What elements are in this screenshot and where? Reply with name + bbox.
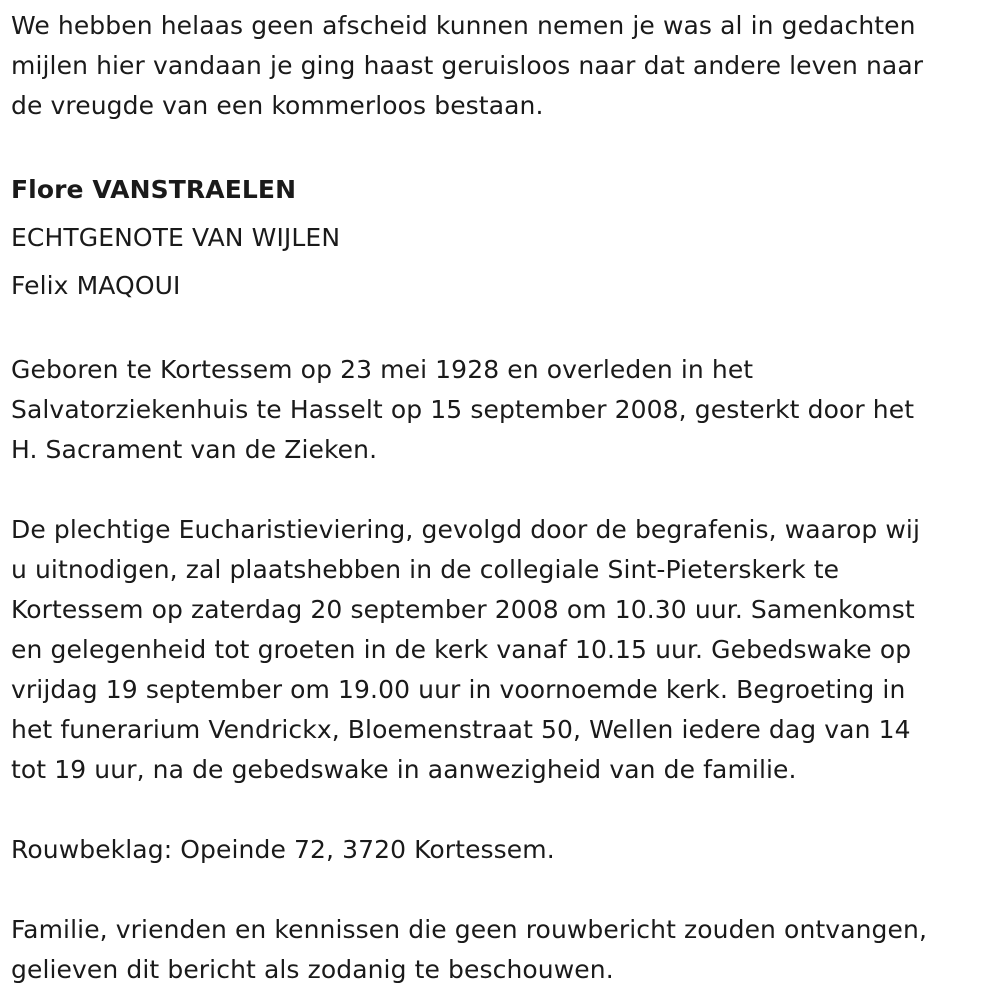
ceremony-line: tot 19 uur, na de gebedswake in aanwezigheid van de familie.: [11, 755, 797, 784]
ceremony-paragraph: [11, 510, 986, 790]
birth-death-line: Geboren te Kortessem op 23 mei 1928 en overleden in het: [11, 355, 754, 384]
birth-death-paragraph: [11, 350, 986, 470]
paragraph-spacer: [11, 870, 986, 910]
paragraph-spacer: [11, 790, 986, 830]
ceremony-line: het funerarium Vendrickx, Bloemenstraat 50, Wellen iedere dag van 14: [11, 715, 911, 744]
birth-death-line: Salvatorziekenhuis te Hasselt op 15 september 2008, gesterkt door het: [11, 395, 915, 424]
ceremony-line: vrijdag 19 september om 19.00 uur in voornoemde kerk. Begroeting in: [11, 675, 906, 704]
poem-line: de vreugde van een kommerloos bestaan.: [11, 91, 544, 120]
ceremony-line: u uitnodigen, zal plaatshebben in de collegiale Sint-Pieterskerk te: [11, 555, 840, 584]
spouse-name: Felix MAQOUI: [11, 271, 181, 300]
deceased-block: [11, 166, 986, 310]
condolences-address: Rouwbeklag: Opeinde 72, 3720 Kortessem.: [11, 835, 555, 864]
deceased-name: Flore VANSTRAELEN: [11, 175, 297, 204]
birth-death-line: H. Sacrament van de Zieken.: [11, 435, 378, 464]
ceremony-line: De plechtige Eucharistieviering, gevolgd door de begrafenis, waarop wij: [11, 515, 921, 544]
paragraph-spacer: [11, 310, 986, 350]
poem-line: We hebben helaas geen afscheid kunnen nemen je was al in gedachten: [11, 11, 916, 40]
closing-paragraph: [11, 910, 986, 990]
poem-line: mijlen hier vandaan je ging haast geruisloos naar dat andere leven naar: [11, 51, 924, 80]
paragraph-spacer: [11, 470, 986, 510]
closing-line: Familie, vrienden en kennissen die geen rouwbericht zouden ontvangen,: [11, 915, 927, 944]
ceremony-line: Kortessem op zaterdag 20 september 2008 om 10.30 uur. Samenkomst: [11, 595, 915, 624]
obituary-document: [11, 0, 986, 990]
paragraph-spacer: [11, 126, 986, 166]
deceased-relation: ECHTGENOTE VAN WIJLEN: [11, 223, 341, 252]
ceremony-line: en gelegenheid tot groeten in de kerk vanaf 10.15 uur. Gebedswake op: [11, 635, 912, 664]
condolences-paragraph: [11, 830, 986, 870]
closing-line: gelieven dit bericht als zodanig te beschouwen.: [11, 955, 614, 984]
poem-paragraph: [11, 6, 986, 126]
